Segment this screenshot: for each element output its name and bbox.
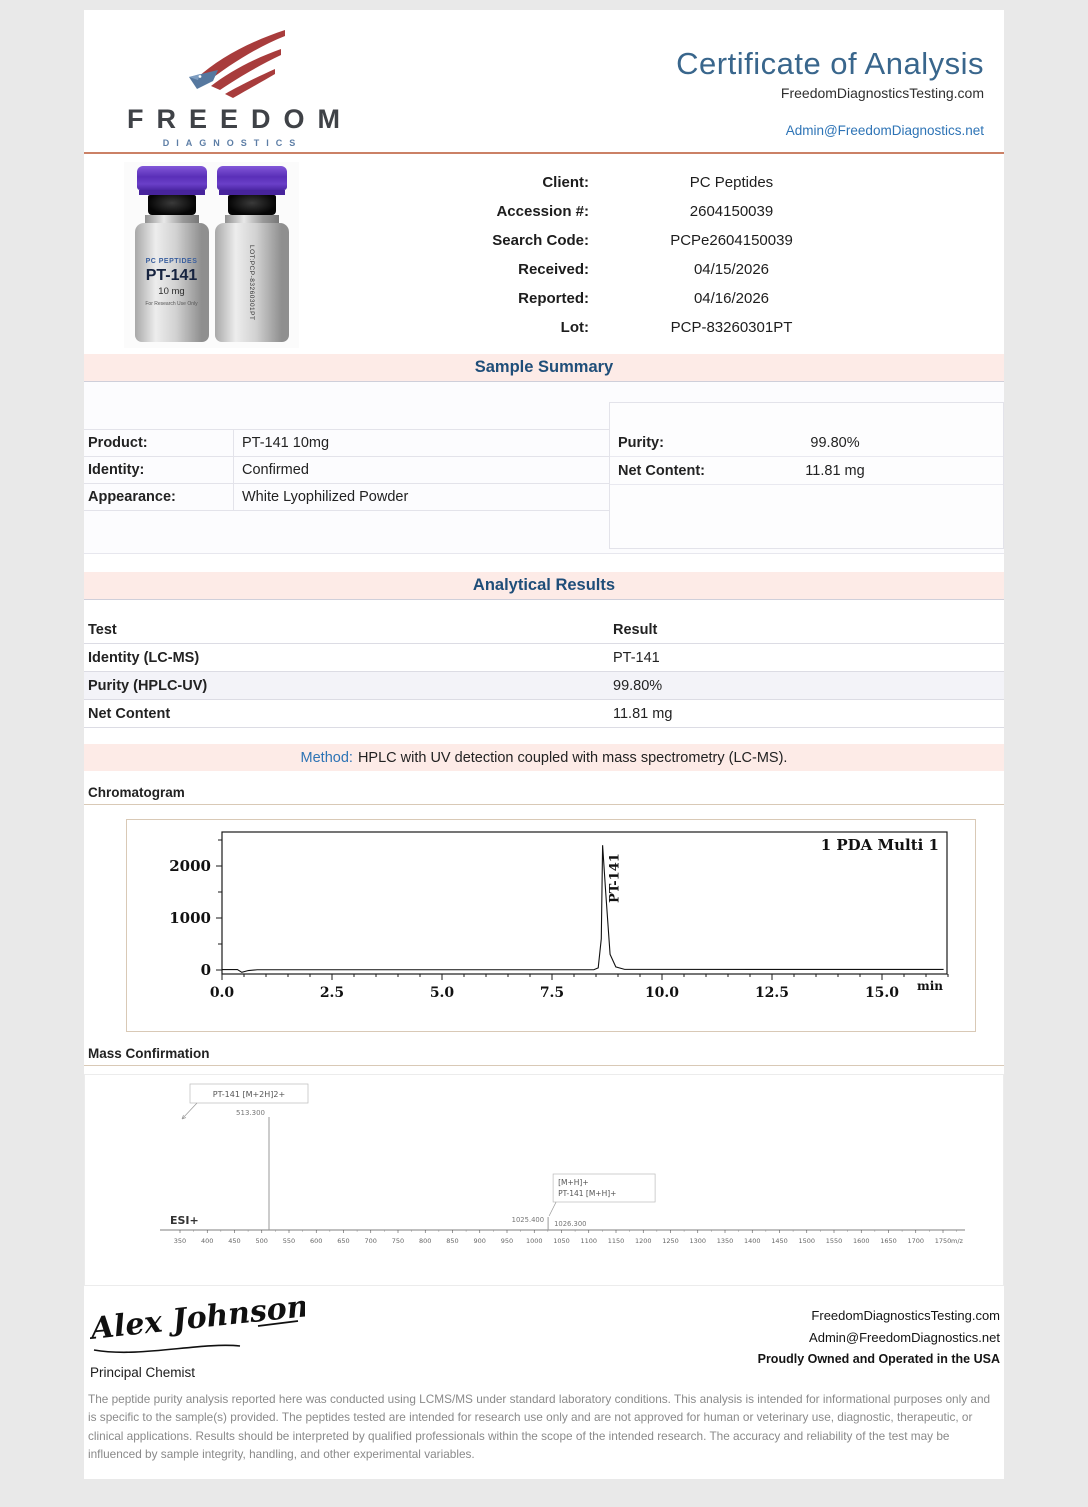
svg-text:1700: 1700 [907,1237,925,1245]
svg-text:450: 450 [228,1237,241,1245]
svg-text:900: 900 [473,1237,486,1245]
mass-confirmation-section-label: Mass Confirmation [84,1032,1004,1066]
svg-text:2.5: 2.5 [319,985,345,1001]
footer-email-link[interactable]: Admin@FreedomDiagnostics.net [809,1330,1000,1345]
eagle-logo-icon [114,28,344,102]
svg-text:min: min [917,979,943,993]
header-email-link[interactable]: Admin@FreedomDiagnostics.net [785,123,984,138]
svg-text:ESI+: ESI+ [170,1214,199,1227]
vial-stopper [228,195,276,215]
vial-brand-text: PC PEPTIDES [145,258,198,265]
method-text: HPLC with UV detection coupled with mass spectrometry (LC-MS). [357,749,788,766]
svg-text:1025.400: 1025.400 [511,1216,545,1224]
brand-name: FREEDOM [127,104,353,134]
svg-text:Alex Johnson: Alex Johnson [90,1300,305,1347]
svg-text:1400: 1400 [743,1237,761,1245]
info-row: Accession #: 2604150039 [496,203,774,220]
summary-right-column [609,402,1004,549]
vial-note-text: For Research Use Only [145,301,198,307]
svg-text:1050: 1050 [553,1237,570,1245]
footer-usa-line: Proudly Owned and Operated in the USA [757,1352,1000,1366]
svg-text:0.0: 0.0 [209,985,235,1001]
page-title: Certificate of Analysis [676,46,984,81]
vial-front [134,166,210,342]
svg-text:400: 400 [201,1237,214,1245]
sample-info-section [84,154,1004,354]
table-header-row: Test Result [84,616,1004,644]
vial-product-text: PT-141 [145,267,198,284]
analytical-results-table [84,600,1004,728]
vial-label [135,223,209,342]
info-row: Lot: PCP-83260301PT [560,319,793,336]
svg-text:1150: 1150 [607,1237,625,1245]
vial-lot-text: LOT:PCP-83260301PT [248,244,255,321]
chromatogram-chart [126,819,976,1032]
chromatogram-section-label: Chromatogram [84,771,1004,805]
info-row: Search Code: PCPe2604150039 [492,232,793,249]
info-row: Reported: 04/16/2026 [518,290,770,307]
svg-text:1000: 1000 [525,1237,543,1245]
svg-text:PT-141 [M+2H]2+: PT-141 [M+2H]2+ [212,1090,286,1099]
accession-info-table [414,162,874,348]
vial-back [214,166,290,342]
signature-block [88,1300,305,1380]
sample-summary-table [84,382,1004,554]
svg-text:5.0: 5.0 [429,985,455,1001]
svg-text:[M+H]+: [M+H]+ [558,1178,589,1187]
summary-row: Net Content: 11.81 mg [610,457,1003,485]
svg-text:1650: 1650 [880,1237,897,1245]
brand-logo [114,24,353,148]
brand-subtitle: DIAGNOSTICS [162,138,303,148]
svg-text:1750: 1750 [934,1237,952,1245]
certificate-page [84,10,1004,1479]
summary-row: Appearance: White Lyophilized Powder [84,483,609,511]
svg-text:750: 750 [391,1237,405,1245]
svg-text:1500: 1500 [798,1237,816,1245]
vial-stopper [148,195,196,215]
signature-image [90,1300,305,1362]
svg-text:PT-141 [M+H]+: PT-141 [M+H]+ [558,1189,617,1198]
analytical-results-banner [84,572,1004,600]
summary-row: Identity: Confirmed [84,456,609,484]
method-label: Method: [300,749,353,766]
svg-text:0: 0 [200,961,211,979]
svg-text:550: 550 [282,1237,296,1245]
svg-text:15.0: 15.0 [864,985,900,1001]
vial-neck [225,215,279,223]
svg-text:12.5: 12.5 [754,985,790,1001]
svg-text:1026.300: 1026.300 [554,1220,587,1228]
svg-text:1200: 1200 [634,1237,652,1245]
svg-text:850: 850 [446,1237,459,1245]
svg-text:7.5: 7.5 [539,985,565,1001]
vial-neck [145,215,199,223]
svg-text:PT-141: PT-141 [607,853,623,904]
svg-text:10.0: 10.0 [644,985,680,1001]
footer-website: FreedomDiagnosticsTesting.com [811,1308,1000,1323]
svg-text:500: 500 [255,1237,268,1245]
method-bar [84,744,1004,771]
svg-text:600: 600 [310,1237,323,1245]
svg-text:350: 350 [173,1237,187,1245]
product-vial-photo [124,162,299,348]
vial-back-label [215,223,289,342]
info-row: Received: 04/15/2026 [518,261,770,278]
sample-summary-title: Sample Summary [474,358,614,376]
svg-text:1000: 1000 [169,909,211,927]
header-website: FreedomDiagnosticsTesting.com [780,85,984,101]
table-row: Purity (HPLC-UV) 99.80% [84,672,1004,700]
vial-cap [217,166,287,190]
vial-cap [137,166,207,190]
svg-text:1250: 1250 [662,1237,679,1245]
analytical-results-title: Analytical Results [472,576,616,594]
svg-text:950: 950 [500,1237,514,1245]
mass-spectrum-chart [84,1074,1004,1286]
signer-title: Principal Chemist [90,1365,196,1380]
svg-text:800: 800 [419,1237,432,1245]
table-row: Net Content 11.81 mg [84,700,1004,728]
svg-text:1350: 1350 [716,1237,734,1245]
svg-text:700: 700 [364,1237,377,1245]
summary-row: Purity: 99.80% [610,429,1003,457]
svg-text:2000: 2000 [169,857,211,875]
footer [84,1286,1004,1380]
summary-row: Product: PT-141 10mg [84,429,609,457]
vial-dose-text: 10 mg [158,286,185,297]
svg-text:1100: 1100 [580,1237,598,1245]
svg-text:1600: 1600 [852,1237,870,1245]
svg-text:513.300: 513.300 [236,1109,265,1117]
disclaimer-text: The peptide purity analysis reported here was conducted using LCMS/MS under standard laboratory conditions. This analysis is intended for informational purposes only and is specific to the sample(s) provided. The peptides tested are intended for research use only and are not approved for human or veterinary use, diagnostic, therapeutic, or clinical applications. Results should be interpreted by qualified professionals within the scope of the intended research. The accuracy and reliability of the test may be influenced by sample integrity, handling, and other experimental variables. [88,1392,991,1461]
header-right [676,24,984,144]
svg-text:1300: 1300 [689,1237,707,1245]
table-row: Identity (LC-MS) PT-141 [84,644,1004,672]
svg-text:1450: 1450 [771,1237,788,1245]
svg-text:m/z: m/z [951,1237,963,1245]
sample-summary-banner [84,354,1004,382]
svg-text:1550: 1550 [825,1237,843,1245]
svg-text:650: 650 [337,1237,350,1245]
header [84,10,1004,152]
footer-contact [758,1300,1000,1380]
info-row: Client: PC Peptides [542,174,774,191]
summary-left-column [84,382,609,553]
svg-text:1 PDA Multi 1: 1 PDA Multi 1 [820,836,939,854]
